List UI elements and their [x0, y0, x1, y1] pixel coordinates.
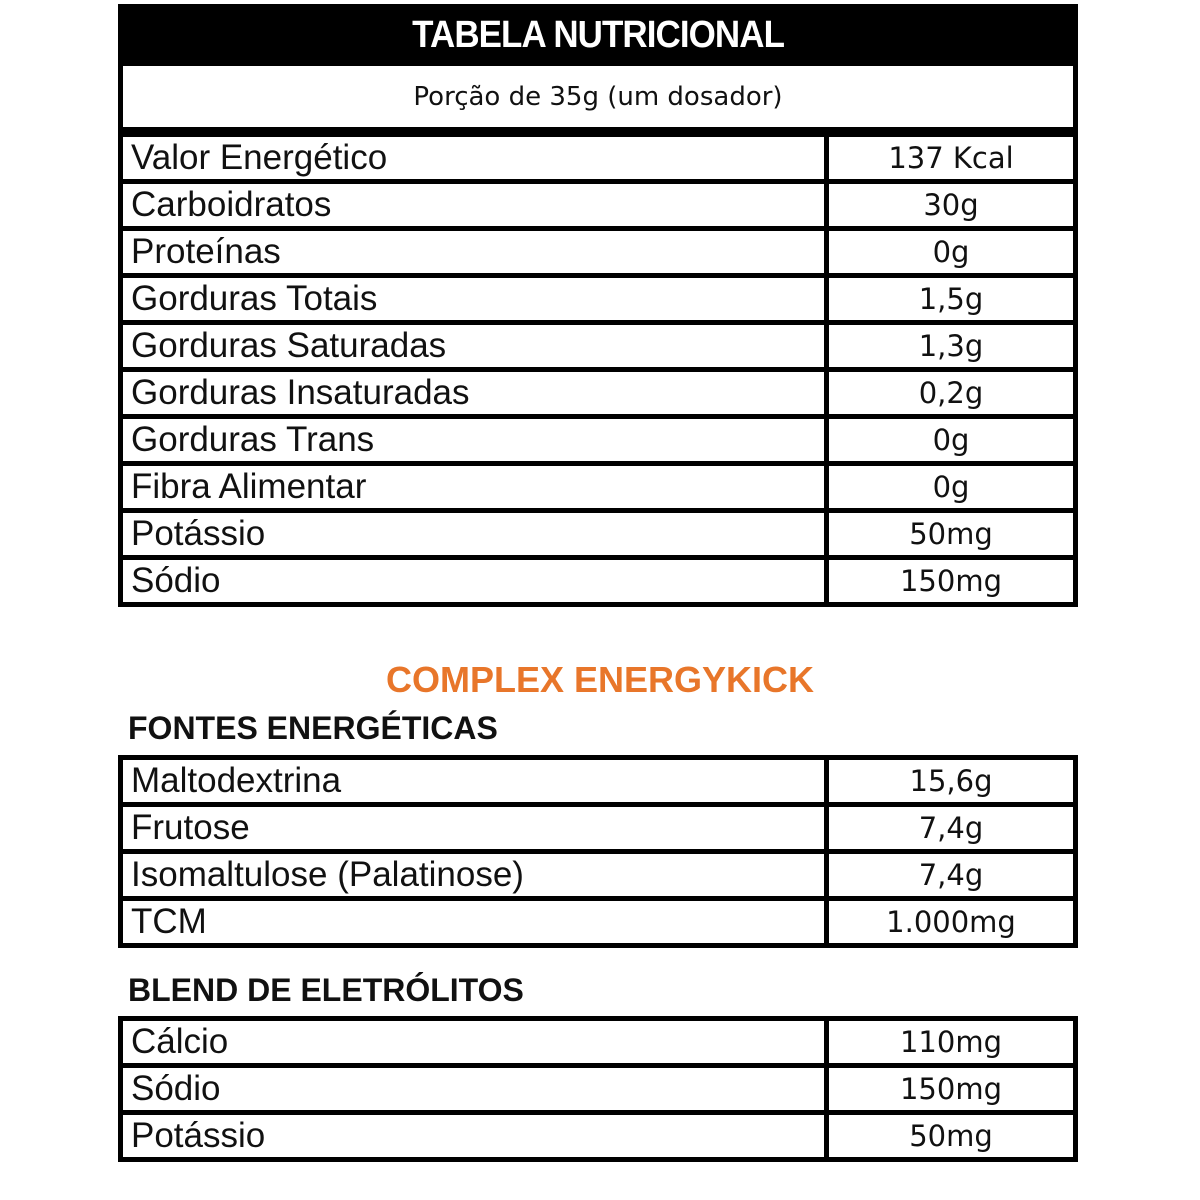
nutrient-value: 0g — [827, 229, 1076, 276]
table-row — [121, 899, 1076, 946]
electrolyte-value: 50mg — [827, 1113, 1076, 1160]
energy-sources-heading: FONTES ENERGÉTICAS — [128, 710, 498, 746]
nutrient-value: 1,3g — [827, 323, 1076, 370]
table-row — [121, 511, 1076, 558]
electrolyte-label: Potássio — [121, 1113, 827, 1160]
nutrient-label: Gorduras Insaturadas — [121, 370, 827, 417]
table-row — [121, 805, 1076, 852]
table-row — [121, 229, 1076, 276]
table-row — [121, 1019, 1076, 1066]
nutrient-label: Fibra Alimentar — [121, 464, 827, 511]
nutrient-label: Valor Energético — [121, 135, 827, 182]
nutrient-label: Proteínas — [121, 229, 827, 276]
table-row — [121, 852, 1076, 899]
table-row — [121, 1066, 1076, 1113]
source-value: 15,6g — [827, 758, 1076, 805]
nutrient-value: 0g — [827, 464, 1076, 511]
nutrient-value: 1,5g — [827, 276, 1076, 323]
electrolyte-label: Sódio — [121, 1066, 827, 1113]
nutrient-value: 137 Kcal — [827, 135, 1076, 182]
electrolyte-value: 150mg — [827, 1066, 1076, 1113]
electrolytes-table — [118, 1016, 1078, 1162]
source-label: Maltodextrina — [121, 758, 827, 805]
table-row — [121, 276, 1076, 323]
table-row — [121, 464, 1076, 511]
table-row — [121, 182, 1076, 229]
nutrient-label: Gorduras Totais — [121, 276, 827, 323]
nutrient-value: 0,2g — [827, 370, 1076, 417]
source-label: Isomaltulose (Palatinose) — [121, 852, 827, 899]
table-row — [121, 417, 1076, 464]
nutrition-table — [118, 132, 1078, 607]
source-value: 7,4g — [827, 805, 1076, 852]
source-label: Frutose — [121, 805, 827, 852]
table-row — [121, 1113, 1076, 1160]
nutrient-value: 50mg — [827, 511, 1076, 558]
source-label: TCM — [121, 899, 827, 946]
table-title-bar — [118, 4, 1078, 66]
nutrient-label: Gorduras Trans — [121, 417, 827, 464]
nutrient-value: 30g — [827, 182, 1076, 229]
source-value: 7,4g — [827, 852, 1076, 899]
electrolyte-value: 110mg — [827, 1019, 1076, 1066]
table-row — [121, 758, 1076, 805]
table-row — [121, 135, 1076, 182]
electrolyte-label: Cálcio — [121, 1019, 827, 1066]
table-row — [121, 323, 1076, 370]
table-title: TABELA NUTRICIONAL — [412, 13, 784, 56]
table-row — [121, 370, 1076, 417]
product-name: COMPLEX ENERGYKICK — [385, 659, 815, 700]
energy-sources-table — [118, 755, 1078, 948]
nutrient-value: 150mg — [827, 558, 1076, 605]
table-row — [121, 558, 1076, 605]
source-value: 1.000mg — [827, 899, 1076, 946]
nutrient-label: Gorduras Saturadas — [121, 323, 827, 370]
nutrient-label: Carboidratos — [121, 182, 827, 229]
nutrient-label: Potássio — [121, 511, 827, 558]
nutrient-label: Sódio — [121, 558, 827, 605]
portion-text: Porção de 35g (um dosador) — [413, 81, 783, 112]
nutrient-value: 0g — [827, 417, 1076, 464]
portion-row — [118, 66, 1078, 132]
electrolytes-heading: BLEND DE ELETRÓLITOS — [128, 972, 524, 1008]
